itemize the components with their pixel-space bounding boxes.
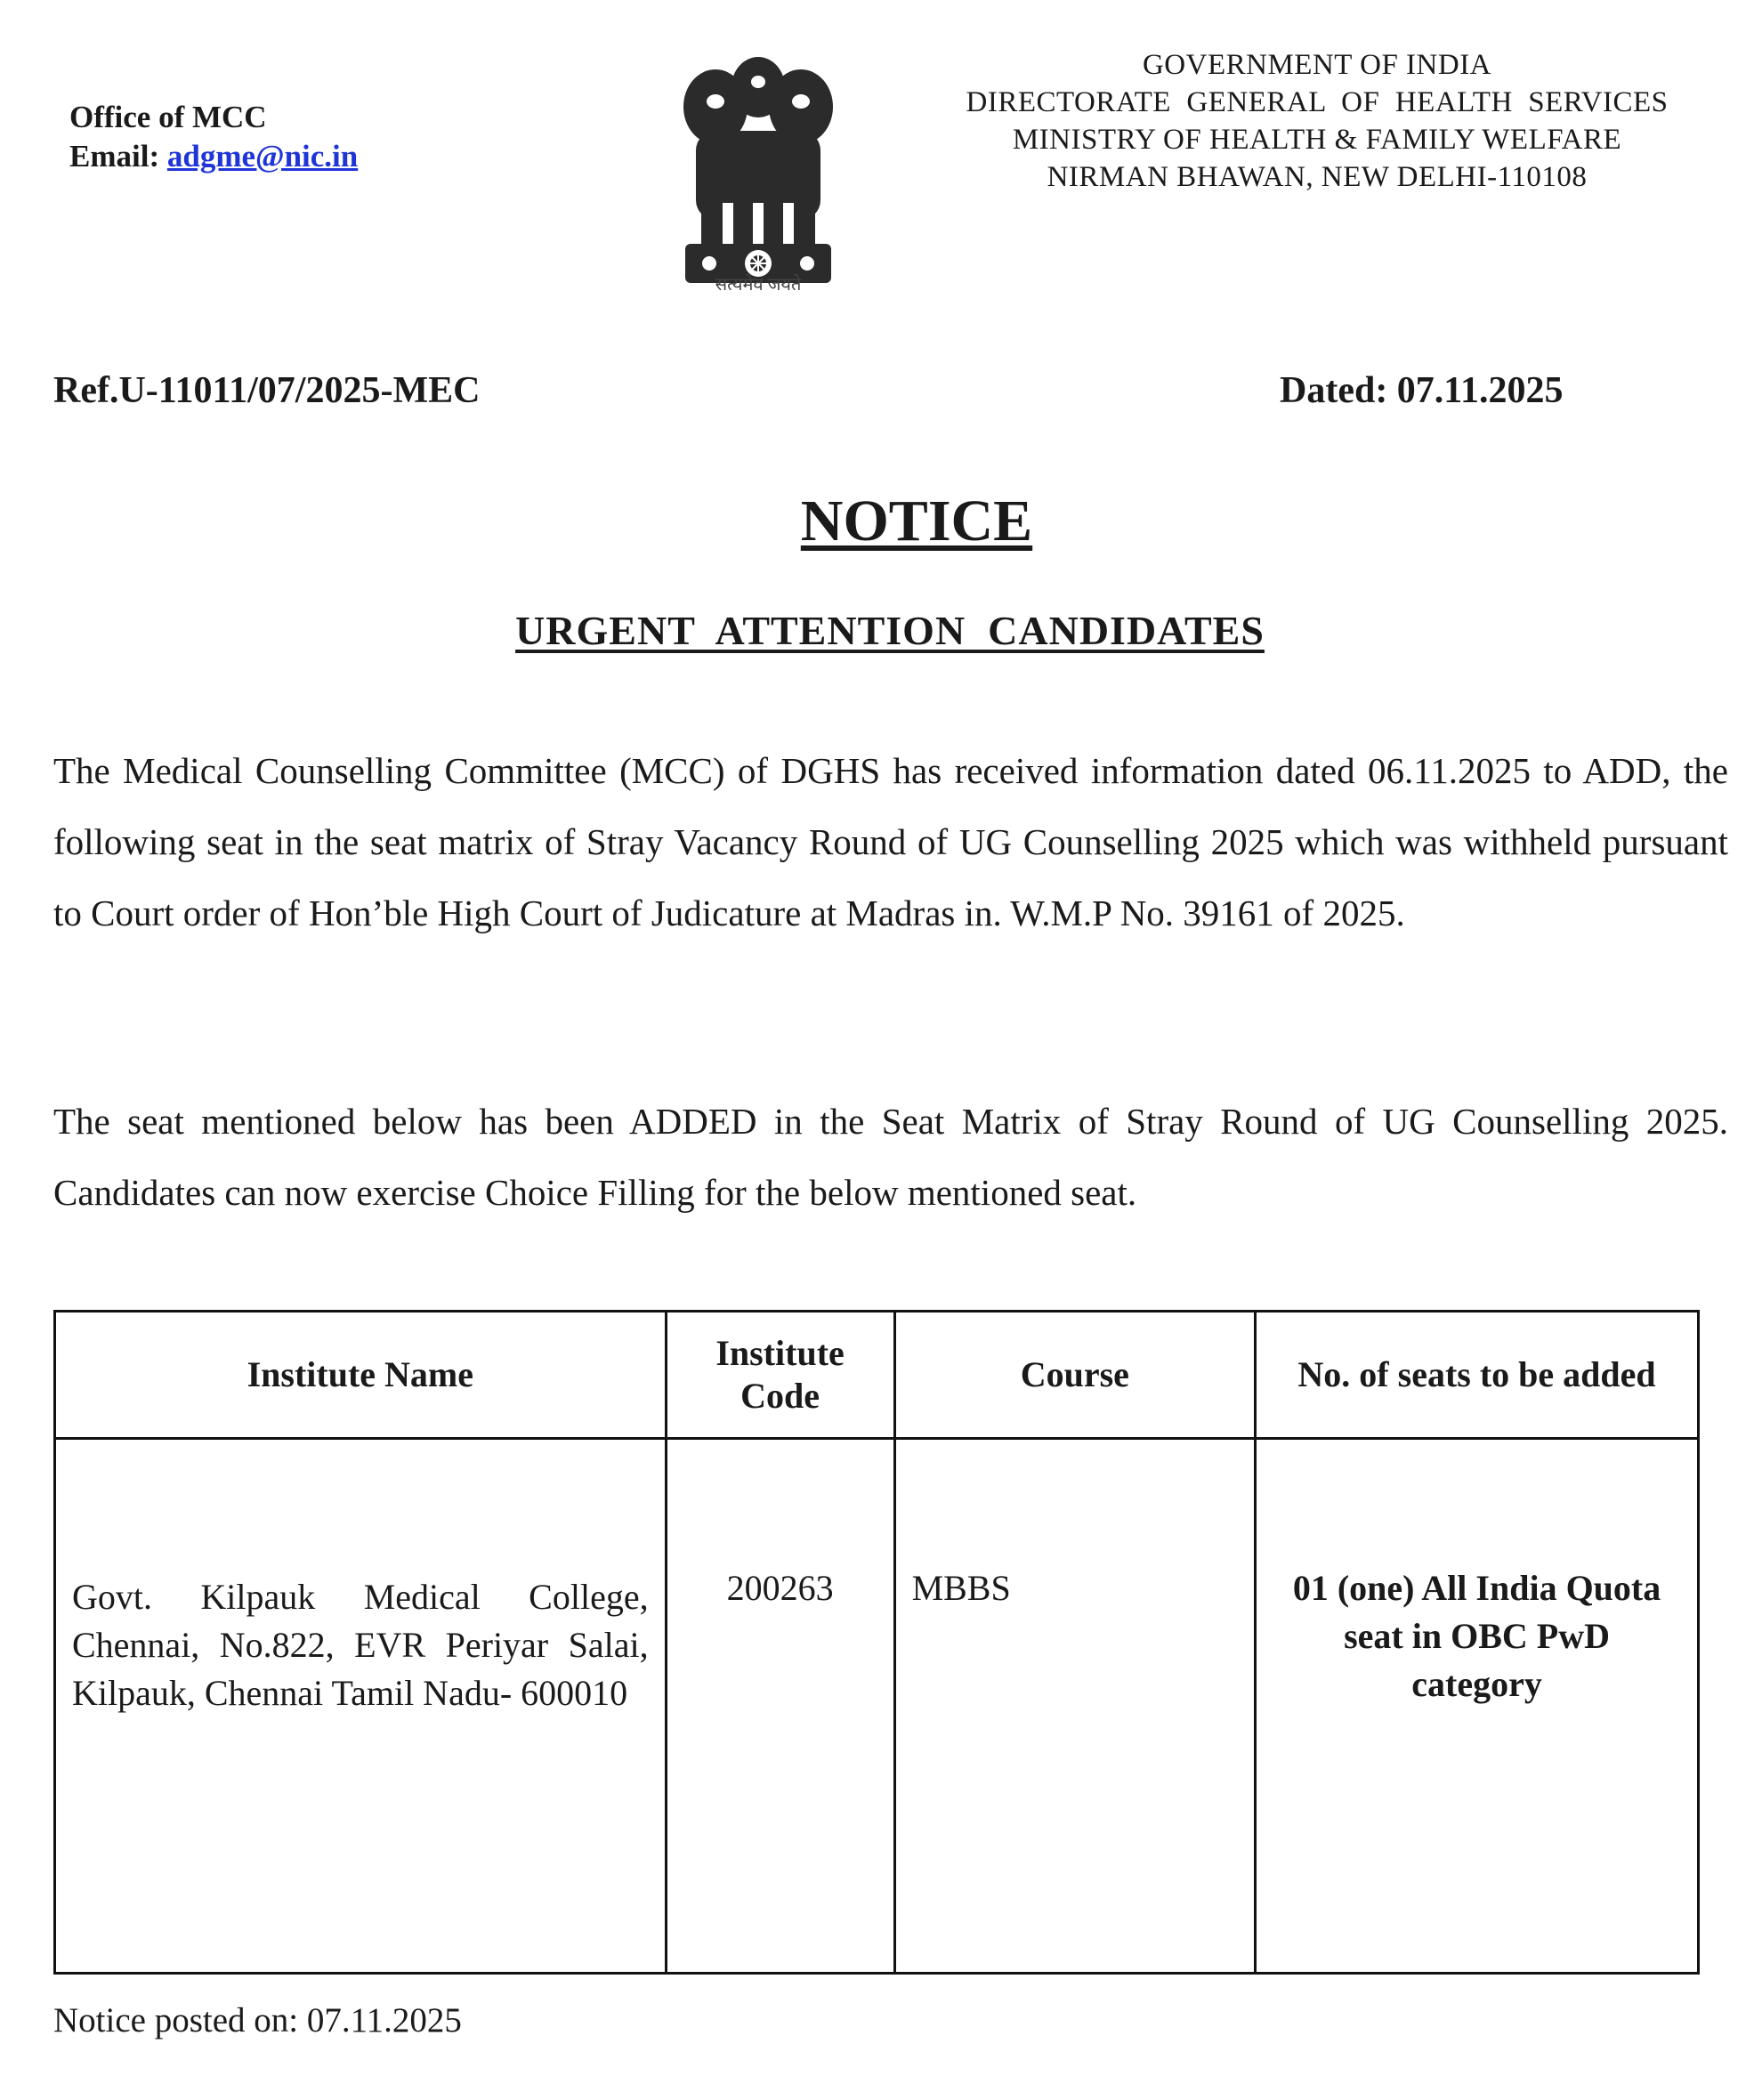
notice-paragraph-1: The Medical Counselling Committee (MCC) of DGHS has received information dated 06.11.2025 to ADD, the following seat in the seat matrix of Stray Vacancy Round of UG Counselling 2025 which was withheld pursuant to Court order of Hon’ble High Court of Judicature at Madras in. W.M.P No. 39161 of 2025. [53, 750, 1728, 933]
email-link[interactable]: adgme@nic.in [166, 139, 359, 174]
notice-date: Dated: 07.11.2025 [1280, 370, 1564, 411]
header-institute-name: Institute Name [55, 1312, 667, 1439]
government-header [925, 46, 1709, 196]
cell-institute-name: Govt. Kilpauk Medical College, Chennai, No.822, EVR Periyar Salai, Kilpauk, Chennai Tamil Nadu- 600010 [55, 1439, 667, 1974]
office-block [69, 98, 358, 176]
header-seats: No. of seats to be added [1256, 1312, 1699, 1439]
email-line [69, 137, 358, 176]
table-row [55, 1439, 1699, 1974]
seat-table [53, 1310, 1700, 1975]
notice-subtitle: URGENT ATTENTION CANDIDATES [515, 608, 1265, 653]
notice-title: NOTICE [800, 489, 1033, 553]
cell-institute-code: 200263 [666, 1439, 894, 1974]
govt-line-4: NIRMAN BHAWAN, NEW DELHI-110108 [1047, 161, 1588, 193]
table-header-row [55, 1312, 1699, 1439]
cell-seats: 01 (one) All India Quota seat in OBC PwD category [1256, 1439, 1699, 1974]
email-label: Email: [69, 139, 167, 174]
header-institute-code: Institute Code [666, 1312, 894, 1439]
emblem-motto: सत्यमेव जयते [715, 275, 802, 295]
national-emblem-icon [669, 46, 847, 304]
notice-posted-on: Notice posted on: 07.11.2025 [53, 2001, 462, 2039]
reference-number: Ref.U-11011/07/2025-MEC [53, 370, 481, 411]
govt-line-3: MINISTRY OF HEALTH & FAMILY WELFARE [1012, 124, 1622, 156]
header-course: Course [894, 1312, 1256, 1439]
office-name: Office of MCC [69, 100, 267, 134]
notice-paragraph-2: The seat mentioned below has been ADDED in the Seat Matrix of Stray Round of UG Counselling 2025. Candidates can now exercise Choice Filling for the below mentioned seat. [53, 1101, 1728, 1213]
cell-course: MBBS [894, 1439, 1256, 1974]
govt-line-2: DIRECTORATE GENERAL OF HEALTH SERVICES [966, 86, 1669, 118]
govt-line-1: GOVERNMENT OF INDIA [1142, 49, 1492, 81]
